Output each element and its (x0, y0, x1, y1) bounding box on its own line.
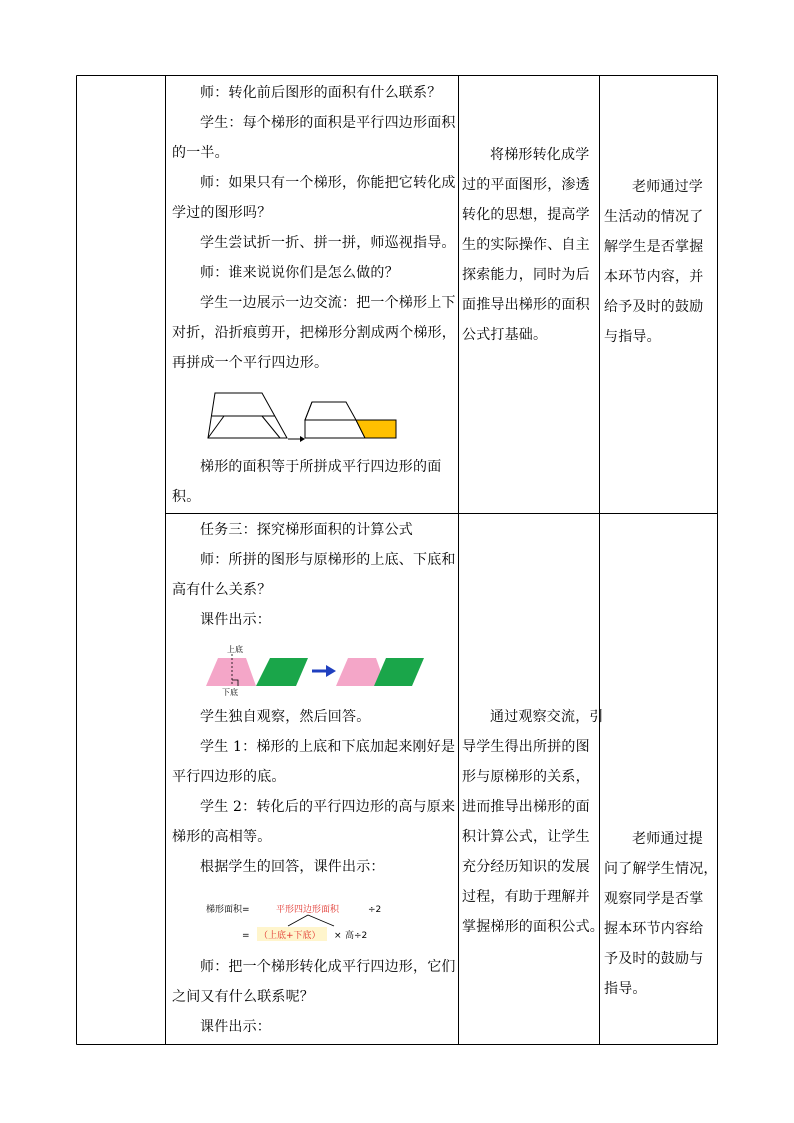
row2-process-c (172, 952, 454, 1042)
row1-eval-cell (604, 172, 716, 352)
area-formula-figure (204, 898, 444, 944)
process-line: 学生尝试折一折、拼一拼，师巡视指导。 (200, 235, 456, 251)
process-line: 师：转化前后图形的面积有什么联系？ (200, 85, 442, 101)
process-line: 师：把一个梯形转化成平行四边形，它们 (200, 959, 456, 975)
process-line: 学过的图形吗？ (172, 205, 272, 221)
bottom-base-label: 下底 (222, 688, 238, 696)
process-line: 任务三：探究梯形面积的计算公式 (200, 522, 413, 538)
process-line: 根据学生的回答，课件出示： (200, 859, 385, 875)
intent-line: 过的平面图形，渗透 (462, 177, 590, 193)
intent-line: 形与原梯形的关系， (462, 769, 590, 785)
formula-bases-sum: （上底+下底） (259, 931, 321, 941)
arrow-icon (288, 436, 305, 442)
process-line: 对折，沿折痕剪开，把梯形分割成两个梯形， (172, 325, 456, 341)
eval-line: 生活动的情况了 (604, 209, 704, 225)
process-line: 师：如果只有一个梯形，你能把它转化成 (200, 175, 456, 191)
process-line: 梯形的面积等于所拼成平行四边形的面 (200, 459, 442, 475)
formula-equals: = (242, 931, 250, 941)
process-line: 师：谁来说说你们是怎么做的？ (200, 265, 399, 281)
intent-line: 转化的思想，提高学 (462, 207, 590, 223)
intent-line: 生的实际操作、自主 (462, 237, 590, 253)
trapezoid-rearrange-figure (200, 388, 400, 444)
process-line: 学生 2：转化后的平行四边形的高与原来 (200, 799, 456, 815)
process-line: 学生一边展示一边交流：把一个梯形上下 (200, 295, 456, 311)
process-line: 学生：每个梯形的面积是平行四边形面积 (200, 115, 456, 131)
eval-line: 与指导。 (604, 329, 661, 345)
eval-line: 老师通过学 (632, 179, 703, 195)
intent-line: 探索能力，同时为后 (462, 267, 590, 283)
eval-line: 老师通过提 (632, 831, 703, 847)
intent-line: 公式打基础。 (462, 327, 548, 343)
process-line: 之间又有什么联系呢？ (172, 989, 314, 1005)
formula-lhs: 梯形面积= (206, 905, 250, 915)
trapezoid-parallelogram-figure (204, 644, 434, 696)
intent-line: 掌握梯形的面积公式。 (462, 919, 604, 935)
formula-height-div2: 高÷2 (345, 931, 368, 941)
intent-line: 将梯形转化成学 (490, 147, 590, 163)
process-line: 师：所拼的图形与原梯形的上底、下底和 (200, 552, 456, 568)
process-line: 积。 (172, 489, 201, 505)
intent-line: 过程，有助于理解并 (462, 889, 590, 905)
process-line: 再拼成一个平行四边形。 (172, 355, 329, 371)
row2-intent-cell (462, 702, 604, 942)
formula-div2: ÷2 (368, 905, 382, 915)
process-line: 课件出示： (200, 612, 271, 628)
process-line: 梯形的高相等。 (172, 829, 272, 845)
row1-conclusion (172, 452, 454, 512)
eval-line: 解学生是否掌握 (604, 239, 704, 255)
process-line: 高有什么关系？ (172, 582, 272, 598)
eval-line: 问了解学生情况， (604, 861, 718, 877)
row2-process-a (172, 515, 454, 635)
process-line: 平行四边形的底。 (172, 769, 286, 785)
formula-parallelogram-area: 平形四边形面积 (276, 905, 340, 915)
eval-line: 予及时的鼓励与 (604, 951, 704, 967)
eval-line: 握本环节内容给 (604, 921, 704, 937)
row1-process-cell (172, 78, 454, 378)
process-line: 课件出示： (200, 1019, 271, 1035)
eval-line: 观察同学是否掌 (604, 891, 704, 907)
row2-process-b (172, 702, 454, 882)
intent-line: 进而推导出梯形的面 (462, 799, 590, 815)
top-base-label: 上底 (227, 645, 243, 654)
eval-line: 本环节内容，并 (604, 269, 704, 285)
intent-line: 充分经历知识的发展 (462, 859, 590, 875)
arrow-icon (312, 665, 336, 677)
process-line: 学生独自观察，然后回答。 (200, 709, 371, 725)
intent-line: 通过观察交流，引 (490, 709, 604, 725)
process-line: 的一半。 (172, 145, 229, 161)
process-line: 学生 1：梯形的上底和下底加起来刚好是 (200, 739, 456, 755)
intent-line: 导学生得出所拼的图 (462, 739, 590, 755)
intent-line: 积计算公式，让学生 (462, 829, 590, 845)
intent-line: 面推导出梯形的面积 (462, 297, 590, 313)
eval-line: 给予及时的鼓励 (604, 299, 704, 315)
row1-intent-cell (462, 140, 597, 350)
formula-times: × (334, 931, 342, 941)
row2-eval-cell (604, 824, 716, 1004)
eval-line: 指导。 (604, 981, 647, 997)
